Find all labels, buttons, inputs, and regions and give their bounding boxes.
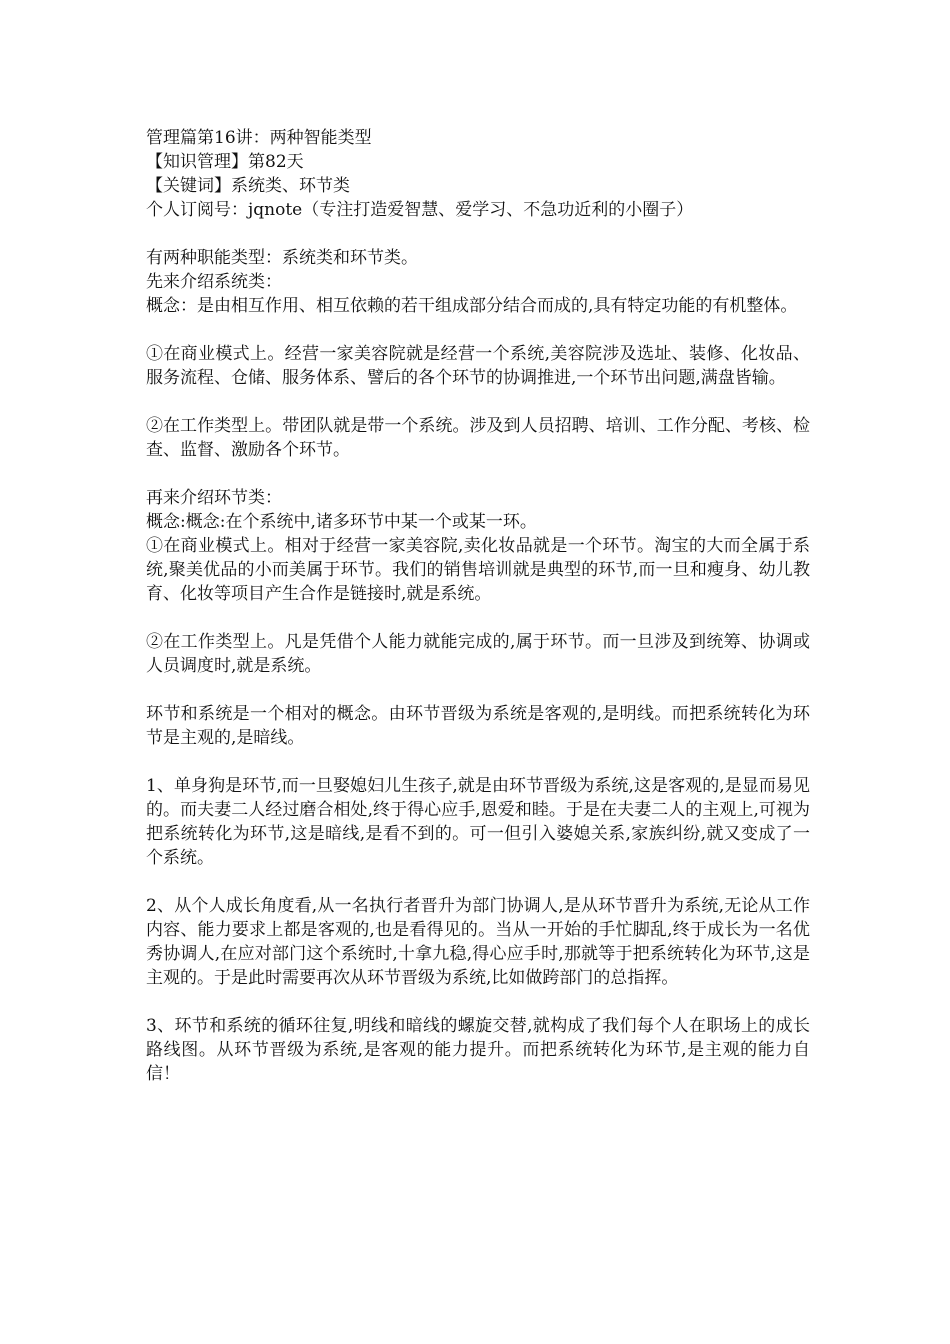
subscription-label: 个人订阅号：jqnote（专注打造爱智慧、爱学习、不急功近利的小圈子） [146,200,694,220]
example-1-paragraph: 1、单身狗是环节,而一旦娶媳妇儿生孩子,就是由环节晋级为系统,这是客观的,是显而易见的。而夫妻二人经过磨合相处,终于得心应手,恩爱和睦。于是在夫妻二人的主观上,可视为把系统转化为环节,这是暗线,是看不到的。可一但引入婆媳关系,家族纠纷,就又变成了一个系统。 [146,776,810,868]
system-item-2-paragraph: ②在工作类型上。带团队就是带一个系统。涉及到人员招聘、培训、工作分配、考核、检查、监督、激励各个环节。 [146,416,810,460]
link-item-1-paragraph: ①在商业模式上。相对于经营一家美容院,卖化妆品就是一个环节。淘宝的大而全属于系统,聚美优品的小而美属于环节。我们的销售培训就是典型的环节,而一旦和瘦身、幼儿教育、化妆等项目产生合作是链接时,就是系统。 [146,536,810,604]
system-intro-line: 先来介绍系统类： [146,272,282,292]
link-item-2-paragraph: ②在工作类型上。凡是凭借个人能力就能完成的,属于环节。而一旦涉及到统筹、协调或人员调度时,就是系统。 [146,632,810,676]
example-2-paragraph: 2、从个人成长角度看,从一名执行者晋升为部门协调人,是从环节晋升为系统,无论从工作内容、能力要求上都是客观的,也是看得见的。当从一开始的手忙脚乱,终于成长为一名优秀协调人,在应对部门这个系统时,十拿九稳,得心应手时,那就等于把系统转化为环节,这是主观的。于是此时需要再次从环节晋级为系统,比如做跨部门的总指挥。 [146,896,810,988]
link-concept-line: 概念:概念:在个系统中,诸多环节中某一个或某一环。 [146,512,537,532]
link-intro-line: 再来介绍环节类： [146,488,282,508]
series-label: 【知识管理】第82天 [146,152,304,172]
example-3-paragraph: 3、环节和系统的循环往复,明线和暗线的螺旋交替,就构成了我们每个人在职场上的成长路线图。从环节晋级为系统,是客观的能力提升。而把系统转化为环节,是主观的能力自信！ [146,1016,810,1084]
keywords-label: 【关键词】系统类、环节类 [146,176,350,196]
document-header [146,126,810,222]
system-concept-paragraph: 概念：是由相互作用、相互依赖的若干组成部分结合而成的,具有特定功能的有机整体。 [146,296,798,316]
article-title: 管理篇第16讲：两种智能类型 [146,128,372,148]
relation-paragraph: 环节和系统是一个相对的概念。由环节晋级为系统是客观的,是明线。而把系统转化为环节是主观的,是暗线。 [146,704,810,748]
intro-line: 有两种职能类型：系统类和环节类。 [146,248,418,268]
system-item-1-paragraph: ①在商业模式上。经营一家美容院就是经营一个系统,美容院涉及选址、装修、化妆品、服务流程、仓储、服务体系、譬后的各个环节的协调推进,一个环节出问题,满盘皆输。 [146,344,810,388]
document-page [146,126,810,1086]
